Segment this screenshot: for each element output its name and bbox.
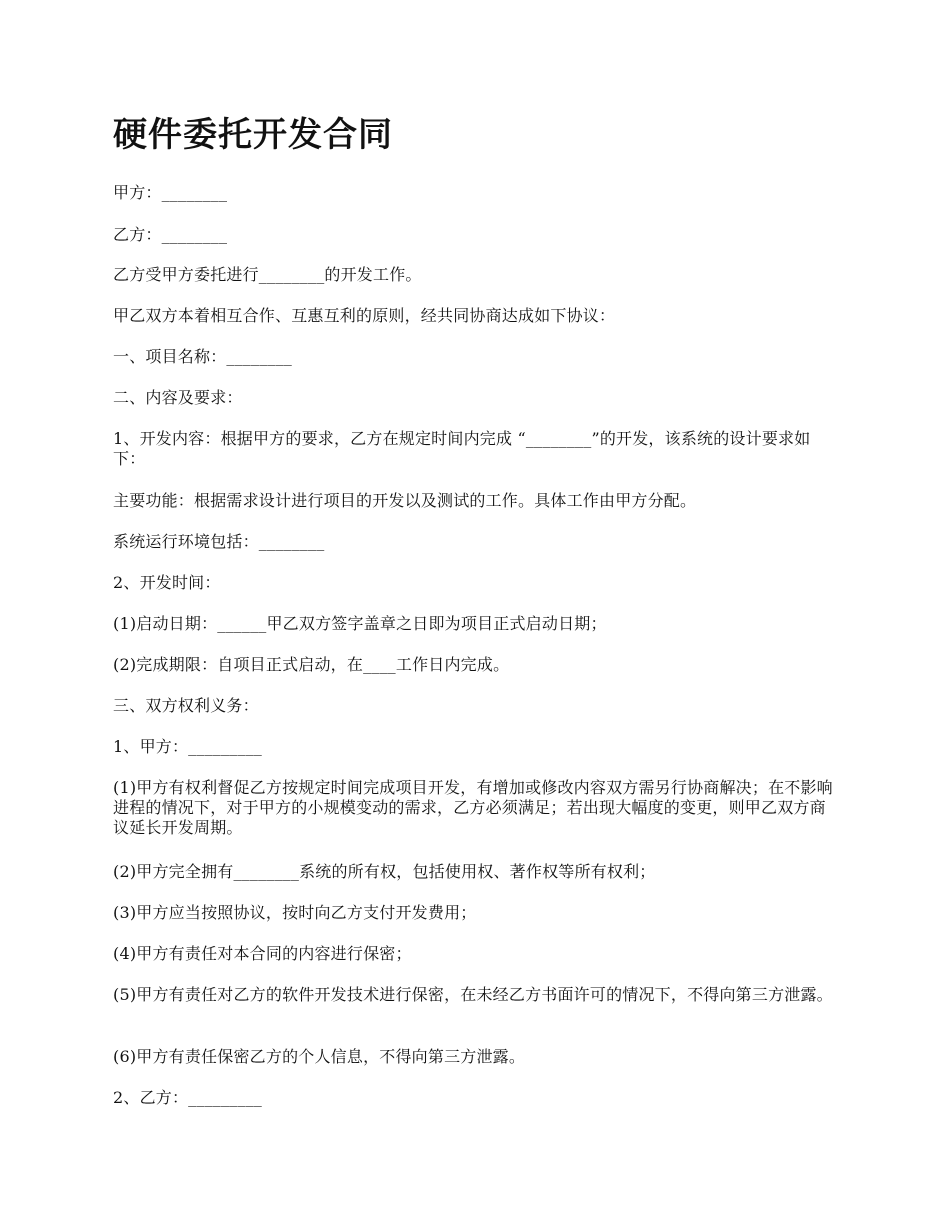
main-functions: 主要功能：根据需求设计进行项目的开发以及测试的工作。具体工作由甲方分配。 <box>113 491 697 510</box>
agreement-preamble: 甲乙双方本着相互合作、互惠互利的原则，经共同协商达成如下协议： <box>113 306 616 325</box>
party-a-line: 甲方：________ <box>113 183 228 202</box>
section-3-heading: 三、双方权利义务： <box>113 696 259 715</box>
runtime-environment: 系统运行环境包括：________ <box>113 532 325 551</box>
party-a-clause-1: (1)甲方有权利督促乙方按规定时间完成项目开发，有增加或修改内容双方需另行协商解决；在不影响进程的情况下，对于甲方的小规模变动的需求，乙方必须满足；若出现大幅度的变更，则甲乙双方商议延长开发周期。 <box>113 778 833 837</box>
party-a-clause-5: (5)甲方有责任对乙方的软件开发技术进行保密，在未经乙方书面许可的情况下，不得向第三方泄露。 <box>113 985 833 1004</box>
party-a-clause-4: (4)甲方有责任对本合同的内容进行保密； <box>113 944 412 963</box>
section-1-project-name: 一、项目名称：________ <box>113 347 293 366</box>
completion-deadline-clause: (2)完成期限：自项目正式启动，在____工作日内完成。 <box>113 655 510 674</box>
party-b-obligations-heading: 2、乙方：_________ <box>113 1088 262 1107</box>
development-time-heading: 2、开发时间： <box>113 573 221 592</box>
party-b-line: 乙方：________ <box>113 225 228 244</box>
section-2-heading: 二、内容及要求： <box>113 388 243 407</box>
party-a-clause-6: (6)甲方有责任保密乙方的个人信息，不得向第三方泄露。 <box>113 1047 526 1066</box>
development-content: 1、开发内容：根据甲方的要求，乙方在规定时间内完成 “________”的开发，该系统的设计要求如下： <box>113 429 811 468</box>
party-a-clause-3: (3)甲方应当按照协议，按时向乙方支付开发费用； <box>113 903 477 922</box>
party-a-obligations-heading: 1、甲方：_________ <box>113 737 262 756</box>
document-title: 硬件委托开发合同 <box>113 115 393 155</box>
entrustment-statement: 乙方受甲方委托进行________的开发工作。 <box>113 265 422 284</box>
start-date-clause: (1)启动日期：______甲乙双方签字盖章之日即为项目正式启动日期； <box>113 614 607 633</box>
party-a-clause-2: (2)甲方完全拥有________系统的所有权，包括使用权、著作权等所有权利； <box>113 862 656 881</box>
